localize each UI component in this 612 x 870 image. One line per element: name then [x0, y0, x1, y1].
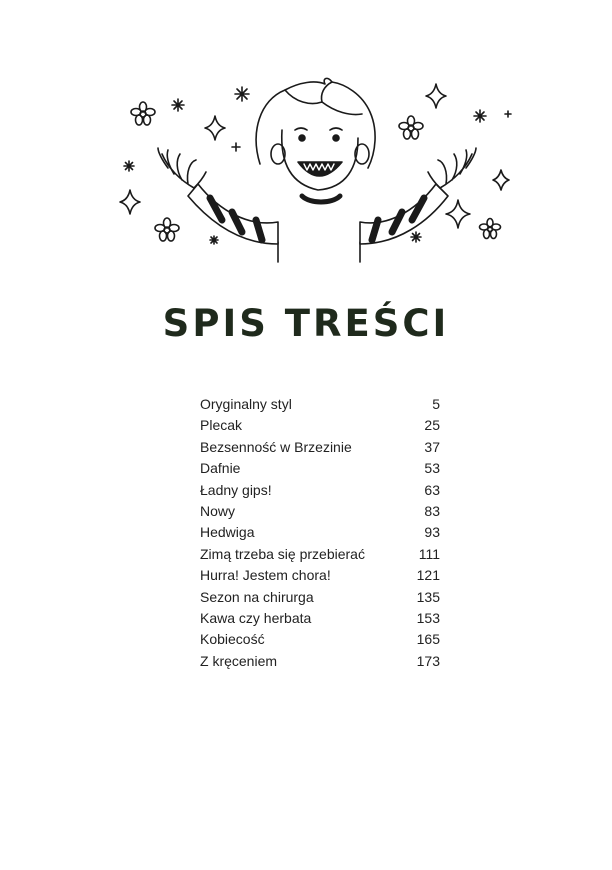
left-hand	[158, 148, 206, 188]
toc-entry[interactable]	[200, 629, 440, 650]
toc-entry[interactable]	[200, 608, 440, 629]
face	[282, 130, 358, 190]
page-number: 53	[424, 460, 440, 477]
chapter-title: Oryginalny styl	[200, 396, 292, 412]
sparkle-icon	[493, 170, 509, 190]
chapter-title: Kawa czy herbata	[200, 609, 312, 626]
page-number: 25	[424, 417, 440, 434]
star-icon	[474, 110, 486, 122]
toc-entry[interactable]	[200, 458, 440, 479]
toc-entry[interactable]	[200, 522, 440, 543]
star-icon	[235, 87, 249, 101]
page-number: 165	[416, 631, 440, 648]
chapter-title: Hedwiga	[200, 524, 255, 541]
page-number: 63	[424, 481, 440, 498]
toc-entry[interactable]	[200, 501, 440, 522]
chapter-title: Zimą trzeba się przebierać	[200, 545, 365, 562]
star-icon	[124, 161, 134, 171]
toc-entry[interactable]	[200, 394, 440, 415]
right-hand	[428, 148, 476, 188]
toc-entry[interactable]	[200, 480, 440, 501]
sparkle-icon	[446, 200, 470, 228]
page-number: 83	[424, 502, 440, 519]
page-number: 111	[418, 545, 440, 562]
table-of-contents	[200, 394, 440, 672]
star-icon	[172, 99, 184, 111]
chapter-title: Nowy	[200, 502, 236, 519]
toc-entry[interactable]	[200, 565, 440, 586]
star-icon	[505, 111, 511, 117]
star-icon	[232, 143, 240, 151]
page-number: 93	[424, 524, 440, 541]
page-number: 135	[416, 588, 440, 605]
flower-icon	[131, 102, 155, 125]
toc-entry[interactable]	[200, 544, 440, 565]
page-number: 173	[416, 652, 440, 669]
toc-entry[interactable]	[200, 651, 440, 672]
chapter-title: Bezsenność w Brzezinie	[200, 438, 352, 455]
chapter-title: Hurra! Jestem chora!	[200, 567, 331, 584]
sparkle-icon	[426, 84, 446, 108]
chapter-title: Ładny gips!	[200, 481, 272, 498]
toc-entry[interactable]	[200, 437, 440, 458]
flower-icon	[155, 218, 179, 241]
chapter-title: Sezon na chirurga	[200, 588, 314, 605]
sparkle-icon	[120, 190, 140, 214]
chapter-title: Dafnie	[200, 460, 241, 477]
star-icon	[411, 232, 421, 242]
sparkle-icon	[205, 116, 225, 140]
page-number: 153	[416, 609, 440, 626]
page-number: 37	[424, 438, 440, 455]
chapter-title: Kobiecość	[200, 631, 265, 648]
page-number: 121	[416, 567, 440, 584]
page-number: 5	[432, 396, 440, 412]
girl-illustration	[110, 72, 520, 267]
toc-entry[interactable]	[200, 415, 440, 436]
flower-icon	[399, 116, 423, 139]
chapter-title: Plecak	[200, 417, 243, 434]
toc-entry[interactable]	[200, 587, 440, 608]
flower-icon	[480, 219, 501, 239]
chapter-title: Z kręceniem	[200, 652, 278, 669]
page-title: SPIS TREŚCI	[162, 302, 450, 345]
star-icon	[210, 236, 218, 244]
